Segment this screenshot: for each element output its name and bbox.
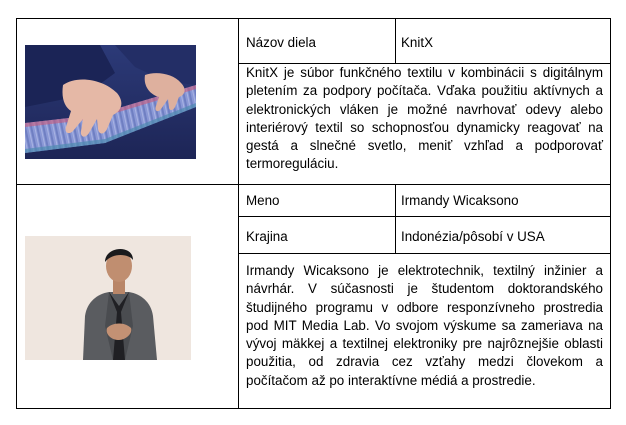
artwork-title-value: KnitX	[401, 35, 434, 50]
grid-line	[238, 216, 610, 217]
artwork-description: KnitX je súbor funkčného textilu v kombinácii s digitálnym pletením za podpory počítača. Vďaka použitiu aktívnych a elektronických vláken je možné navrhovať odevy alebo interiérový textil so schopnosťou dynamicky reagovať na gestá a slnečné svetlo, meniť vzhľad a podporovať termoreguláciu.	[246, 65, 603, 172]
grid-line	[395, 19, 396, 63]
grid-line	[17, 184, 610, 185]
author-bio: Irmandy Wicaksono je elektrotechnik, textilný inžinier a návrhár. V súčasnosti je študentom doktorandského študijného programu v odbore responzívneho prostredia pod MIT Media Lab. Vo svojom výskume sa zameriava na vývoj mäkkej a textilnej elektroniky pre najrôznejšie oblasti použitia, od zdravia cez vzťahy medzi človekom a počítačom až po interaktívne médiá a prostredie.	[246, 263, 603, 388]
artwork-title-label: Názov diela	[246, 35, 316, 50]
author-portrait-photo	[25, 236, 191, 360]
author-country-value: Indonézia/pôsobí v USA	[401, 229, 545, 244]
author-name-value: Irmandy Wicaksono	[401, 193, 519, 208]
knitx-textile-photo	[25, 45, 196, 159]
author-name-label: Meno	[246, 193, 280, 208]
grid-line	[238, 19, 239, 408]
author-country-label: Krajina	[246, 229, 288, 244]
grid-line	[395, 184, 396, 253]
grid-line	[238, 253, 610, 254]
info-table	[16, 18, 611, 409]
